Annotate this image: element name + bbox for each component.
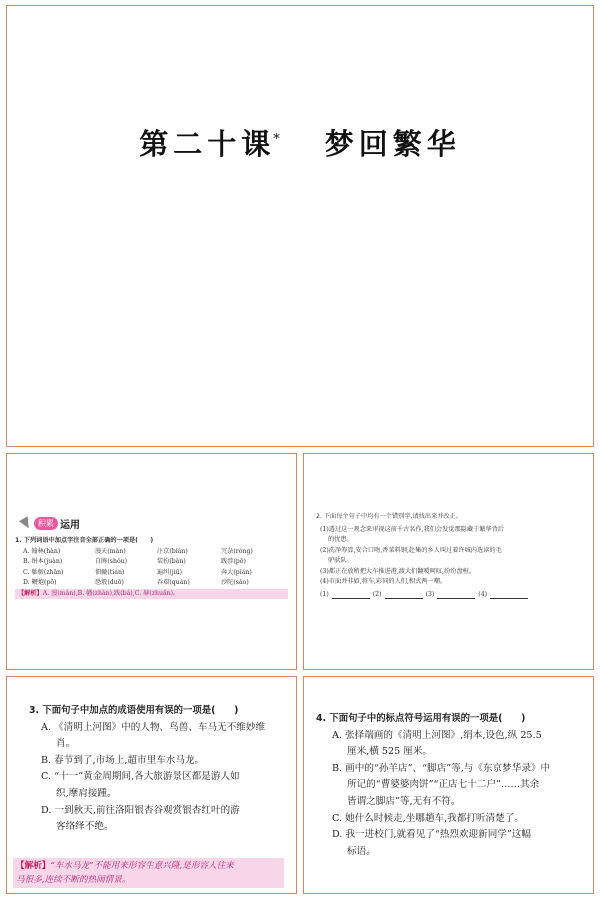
option-cell: B. 绢本(juàn) xyxy=(23,558,63,565)
answer-blank-1[interactable] xyxy=(332,590,370,599)
option-cell: C. 舢舨(zhān) xyxy=(23,568,64,576)
option-line: B. 画中的“孙羊店”、“脚店”等,与《东京梦华录》中 xyxy=(332,762,551,774)
exercise-slide-2 xyxy=(303,453,594,670)
question-4 xyxy=(316,711,579,860)
answer-note xyxy=(13,858,284,888)
answer-note-text: A. 漫(màn),B. 幡(zhàn),跋(bá),C. 赫(zhuǎn)。 xyxy=(42,589,180,597)
option-row-d xyxy=(15,578,288,589)
question-4-options xyxy=(316,728,579,861)
question-3-options xyxy=(29,720,282,836)
sentence-line: 驴驮队。 xyxy=(328,557,353,564)
option-a xyxy=(41,720,282,753)
option-cell: 汴京(biàn) xyxy=(157,547,188,555)
question-2 xyxy=(316,512,583,600)
option-line: B. 春节到了,市场上,超市里车水马龙。 xyxy=(41,754,205,766)
sentence-line: (1)透过这一观念来审视这前千古名作,我们会发觉那隐藏于繁华背后 xyxy=(320,525,504,533)
option-cell: 佃辘(tián) xyxy=(95,568,125,576)
option-line: 标语。 xyxy=(347,845,376,857)
option-line: 客络绎不绝。 xyxy=(56,821,114,833)
answer-note-label: 【解析】 xyxy=(16,861,51,871)
question-3 xyxy=(29,703,282,836)
lesson-number: 第二十课 xyxy=(139,127,276,161)
answer-note-label: 【解析】 xyxy=(18,589,43,597)
option-cell: 自眸(shǒu) xyxy=(95,558,128,565)
option-line: A. 张择端画的《清明上河图》,绢本,设色,纵 25.5 xyxy=(332,729,542,741)
lesson-subtitle: 梦回繁华 xyxy=(324,127,461,161)
option-cell: 奔大(pián) xyxy=(221,568,252,576)
sentence-line: 的忧患。 xyxy=(328,536,353,543)
option-cell: 恐般(duō) xyxy=(95,579,124,586)
lesson-title xyxy=(7,122,593,163)
sentence-line: (2)洗净筹算,安合口吻,香菜料钢,赴集的乡人叫过着许城内选读的毛 xyxy=(320,546,502,554)
section-header xyxy=(21,512,80,534)
blank-label: (4) xyxy=(478,590,488,598)
option-line: 所记的“曹婆婆肉饼”“正店七十二户”……其余 xyxy=(347,779,540,791)
question-3-stem: 3. 下面句子中加点的成语使用有误的一项是( ) xyxy=(29,705,239,716)
option-c xyxy=(332,811,579,828)
lesson-star: * xyxy=(273,132,285,148)
section-badge: 积累 xyxy=(34,517,58,530)
option-row-b xyxy=(15,557,288,568)
option-line: D. 我一进校门,就看见了“热烈欢迎新同学”这幅 xyxy=(332,829,531,841)
option-cell: 漫天(màn) xyxy=(95,547,126,555)
question-1 xyxy=(15,536,288,599)
option-cell: 沙陀(sào) xyxy=(221,579,249,586)
answer-note xyxy=(15,589,288,600)
option-line: C. 她什么时候走,坐哪趟车,我都打听清楚了。 xyxy=(332,812,524,824)
exercise-slide-1 xyxy=(6,453,297,670)
option-b xyxy=(332,761,579,811)
option-line: 织,摩肩接踵。 xyxy=(56,787,117,799)
question-2-sentences xyxy=(316,525,583,601)
question-2-stem: 2. 下面每个句子中均有一个错别字,请找出来并改正。 xyxy=(316,513,462,520)
answer-blank-3[interactable] xyxy=(437,590,475,599)
option-line: C. “十一”黄金周期间,各大旅游景区都是游人如 xyxy=(41,771,240,783)
exercise-slide-3 xyxy=(6,676,297,894)
answer-blank-4[interactable] xyxy=(490,590,528,599)
exercise-slide-4 xyxy=(303,676,594,894)
sentence-line: (3)都正在放稍把大车推进港,渡大们翻嗳呵叹,纷纷盘桓。 xyxy=(320,567,476,575)
option-d xyxy=(332,827,579,860)
option-cell: 遍纠(jiū) xyxy=(157,568,183,576)
question-1-stem: 1. 下列词语中加点字注音全部正确的一项是( ) xyxy=(15,537,154,544)
option-cell: 跋涉(pō) xyxy=(221,558,246,565)
question-4-stem: 4. 下面句子中的标点符号运用有误的一项是( ) xyxy=(316,713,526,724)
option-cell: 冗杂(róng) xyxy=(221,547,253,555)
blank-label: (3) xyxy=(425,590,435,598)
answer-blanks xyxy=(320,590,583,601)
option-row-a xyxy=(15,547,288,558)
answer-note-text: 马很多,连续不断的热闹情景。 xyxy=(16,875,131,885)
option-c xyxy=(41,769,282,802)
option-line: A. 《清明上河图》中的人物、鸟兽、车马无不维妙维 xyxy=(41,721,266,733)
blank-label: (2) xyxy=(372,590,382,598)
option-row-c xyxy=(15,568,288,579)
option-cell: 装扮(bàn) xyxy=(157,558,186,565)
option-a xyxy=(332,728,579,761)
option-cell: 吞艰(quán) xyxy=(157,579,190,586)
option-line: 肖。 xyxy=(56,738,76,750)
answer-note-text: “车水马龙”不能用来形容生意兴隆,是形容人往来 xyxy=(50,861,234,871)
option-cell: A. 翰林(hàn) xyxy=(23,547,61,555)
answer-blank-2[interactable] xyxy=(385,590,423,599)
option-line: 皆谓之脚店”等,无有不符。 xyxy=(347,795,461,807)
option-line: 厘米,横 525 厘米。 xyxy=(347,746,433,758)
section-title: 运用 xyxy=(60,519,80,531)
option-d xyxy=(41,803,282,836)
title-slide xyxy=(6,5,594,447)
option-line: D. 一到秋天,前往洛阳银杏谷观赏银杏红叶的游 xyxy=(41,804,240,816)
blank-label: (1) xyxy=(320,590,329,598)
option-b xyxy=(41,753,282,770)
pen-icon xyxy=(19,516,33,531)
option-cell: D. 鞭炮(pō) xyxy=(23,579,57,586)
sentence-line: (4)市面并非如,将车,彩同的人们,相式两一嘲。 xyxy=(320,578,447,585)
